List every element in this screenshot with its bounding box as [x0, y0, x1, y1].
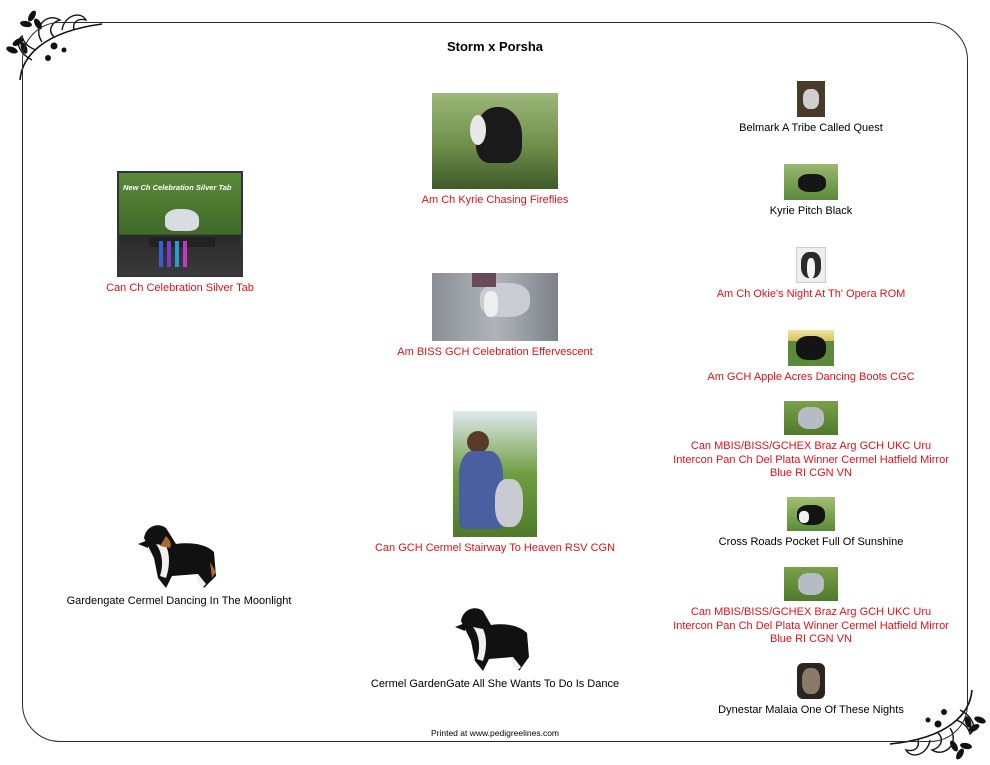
ss-sire-photo[interactable]: [797, 81, 825, 117]
dd-sire-entry[interactable]: [670, 567, 952, 647]
ds-sire-name[interactable]: Can MBIS/BISS/GCHEX Braz Arg GCH UKC Uru Intercon Pan Ch Del Plata Winner Cermel Hatfield Mirror Blue RI CGN VN: [673, 440, 949, 479]
dam-name[interactable]: Gardengate Cermel Dancing In The Moonlight: [66, 595, 292, 607]
dam-dam-entry[interactable]: [345, 603, 645, 692]
dd-sire-photo[interactable]: [784, 567, 838, 601]
dam-dam-photo[interactable]: [455, 603, 535, 673]
sire-photo-caption: New Ch Celebration Silver Tab: [123, 183, 232, 192]
sire-sire-entry[interactable]: [370, 93, 620, 208]
ds-dam-photo[interactable]: [787, 497, 835, 531]
page-title: Storm x Porsha: [446, 39, 544, 54]
dd-dam-entry[interactable]: [670, 663, 952, 718]
sd-sire-entry[interactable]: [670, 247, 952, 302]
sire-dam-photo[interactable]: [432, 273, 558, 341]
sire-photo[interactable]: [117, 171, 243, 277]
sd-dam-photo[interactable]: [788, 330, 834, 366]
ds-dam-entry[interactable]: [670, 497, 952, 550]
dd-dam-photo[interactable]: [797, 663, 825, 699]
ds-sire-entry[interactable]: [670, 401, 952, 481]
ss-dam-photo[interactable]: [784, 164, 838, 200]
sire-name[interactable]: Can Ch Celebration Silver Tab: [106, 282, 254, 294]
footer-printed-at: Printed at www.pedigreelines.com: [430, 728, 560, 738]
ss-sire-entry[interactable]: [670, 81, 952, 136]
sire-sire-photo[interactable]: [432, 93, 558, 189]
dam-sire-name[interactable]: Can GCH Cermel Stairway To Heaven RSV CGN: [374, 542, 616, 554]
ss-dam-name[interactable]: Kyrie Pitch Black: [769, 205, 853, 217]
dam-dam-name[interactable]: Cermel GardenGate All She Wants To Do Is Dance: [370, 678, 620, 690]
sd-dam-name[interactable]: Am GCH Apple Acres Dancing Boots CGC: [707, 371, 915, 383]
sd-sire-photo[interactable]: [796, 247, 826, 283]
dam-sire-photo[interactable]: [453, 411, 537, 537]
dam-entry[interactable]: [48, 518, 310, 609]
sire-dam-entry[interactable]: [370, 273, 620, 360]
ss-sire-name[interactable]: Belmark A Tribe Called Quest: [739, 122, 883, 134]
sd-dam-entry[interactable]: [670, 330, 952, 385]
sd-sire-name[interactable]: Am Ch Okie's Night At Th' Opera ROM: [716, 288, 906, 300]
sire-dam-name[interactable]: Am BISS GCH Celebration Effervescent: [397, 346, 593, 358]
dam-sire-entry[interactable]: [345, 411, 645, 556]
ss-dam-entry[interactable]: [670, 164, 952, 219]
ds-sire-photo[interactable]: [784, 401, 838, 435]
dd-dam-name[interactable]: Dynestar Malaia One Of These Nights: [718, 704, 904, 716]
dd-sire-name[interactable]: Can MBIS/BISS/GCHEX Braz Arg GCH UKC Uru Intercon Pan Ch Del Plata Winner Cermel Hatfield Mirror Blue RI CGN VN: [673, 606, 949, 645]
ds-dam-name[interactable]: Cross Roads Pocket Full Of Sunshine: [718, 536, 904, 548]
dam-photo[interactable]: [136, 518, 222, 590]
sire-sire-name[interactable]: Am Ch Kyrie Chasing Fireflies: [421, 194, 569, 206]
sire-entry[interactable]: [80, 171, 280, 296]
